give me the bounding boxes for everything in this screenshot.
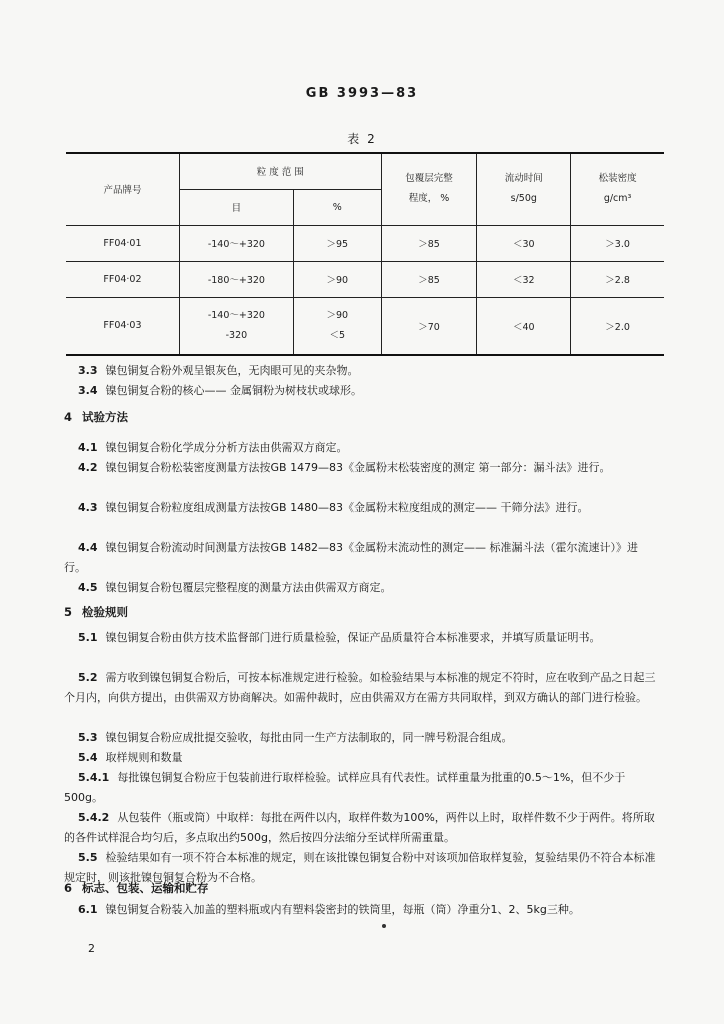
header-range: 粒 度 范 围 <box>179 153 381 189</box>
cell-percent: ＞95 <box>293 225 381 261</box>
table-row <box>66 225 664 261</box>
cell-product: FF04·02 <box>66 261 179 297</box>
header-flow: 流动时间 s/50g <box>477 153 571 225</box>
cell-percent: ＞90 <box>293 261 381 297</box>
clause-5-1: 5.1 镍包铜复合粉由供方技术监督部门进行质量检验，保证产品质量符合本标准要求，并填写质量证明书。 <box>78 631 601 644</box>
clause-6-1: 6.1 镍包铜复合粉装入加盖的塑料瓶或内有塑料袋密封的铁筒里，每瓶（筒）净重分1、2、5kg三种。 <box>78 903 580 916</box>
table-row <box>66 297 664 355</box>
page-number: 2 <box>88 942 95 955</box>
header-percent: % <box>293 189 381 225</box>
table-title: 表 2 <box>347 132 377 146</box>
cell-mesh: -180～+320 <box>179 261 293 297</box>
clause-3-3: 3.3 镍包铜复合粉外观呈银灰色，无肉眼可见的夹杂物。 <box>78 364 359 377</box>
clause-4-1: 4.1 镍包铜复合粉化学成分分析方法由供需双方商定。 <box>78 441 348 454</box>
cell-coating: ＞85 <box>381 225 477 261</box>
header-product: 产品牌号 <box>66 153 179 225</box>
table-2 <box>66 152 664 356</box>
clause-4-4: 4.4 镍包铜复合粉流动时间测量方法按GB 1482—83《金属粉末流动性的测定—— 标准漏斗法（霍尔流速计）》进行。 <box>64 541 639 574</box>
clause-3-4: 3.4 镍包铜复合粉的核心—— 金属铜粉为树枝状或球形。 <box>78 384 362 397</box>
cell-coating: ＞85 <box>381 261 477 297</box>
clause-5-4-2: 5.4.2 从包装件（瓶或筒）中取样：每批在两件以内，取样件数为100%，两件以上时，取样件数不少于两件。将所取的各件试样混合均匀后，多点取出约500g，然后按四分法缩分至试样所需重量。 <box>64 811 655 844</box>
clause-5-4: 5.4 取样规则和数量 <box>78 751 183 764</box>
cell-density: ＞3.0 <box>571 225 664 261</box>
cell-flow: ＜30 <box>477 225 571 261</box>
table-row <box>66 261 664 297</box>
scan-mark <box>382 924 386 928</box>
cell-density: ＞2.8 <box>571 261 664 297</box>
header-density: 松装密度 g/cm³ <box>571 153 664 225</box>
cell-flow: ＜40 <box>477 297 571 355</box>
section-6-heading: 6 标志、包装、运输和贮存 <box>64 881 209 895</box>
cell-flow: ＜32 <box>477 261 571 297</box>
header-mesh: 目 <box>179 189 293 225</box>
clause-5-3: 5.3 镍包铜复合粉应成批提交验收，每批由同一生产方法制取的，同一牌号粉混合组成。 <box>78 731 513 744</box>
cell-mesh: -140～+320 -320 <box>179 297 293 355</box>
clause-4-3: 4.3 镍包铜复合粉粒度组成测量方法按GB 1480—83《金属粉末粒度组成的测定—— 干筛分法》进行。 <box>78 501 589 514</box>
section-5-heading: 5 检验规则 <box>64 605 129 619</box>
header-coating: 包覆层完整 程度， % <box>381 153 477 225</box>
clause-4-2: 4.2 镍包铜复合粉松装密度测量方法按GB 1479—83《金属粉末松装密度的测定 第一部分：漏斗法》进行。 <box>78 461 611 474</box>
cell-product: FF04·03 <box>66 297 179 355</box>
cell-density: ＞2.0 <box>571 297 664 355</box>
section-4-heading: 4 试验方法 <box>64 410 129 424</box>
cell-mesh: -140～+320 <box>179 225 293 261</box>
clause-5-4-1: 5.4.1 每批镍包铜复合粉应于包装前进行取样检验。试样应具有代表性。试样重量为批重的0.5～1%，但不少于500g。 <box>64 771 626 804</box>
clause-4-5: 4.5 镍包铜复合粉包覆层完整程度的测量方法由供需双方商定。 <box>78 581 392 594</box>
cell-product: FF04·01 <box>66 225 179 261</box>
clause-5-2: 5.2 需方收到镍包铜复合粉后，可按本标准规定进行检验。如检验结果与本标准的规定不符时，应在收到产品之日起三个月内，向供方提出，由供需双方协商解决。如需仲裁时，应由供需双方在需方共同取样，到双方确认的部门进行检验。 <box>64 671 656 704</box>
cell-percent: ＞90 ＜5 <box>293 297 381 355</box>
cell-coating: ＞70 <box>381 297 477 355</box>
standard-header: GB 3993—83 <box>305 86 419 101</box>
clause-5-5: 5.5 检验结果如有一项不符合本标准的规定，则在该批镍包铜复合粉中对该项加倍取样复验，复验结果仍不符合本标准规定时，则该批镍包铜复合粉为不合格。 <box>64 851 656 884</box>
